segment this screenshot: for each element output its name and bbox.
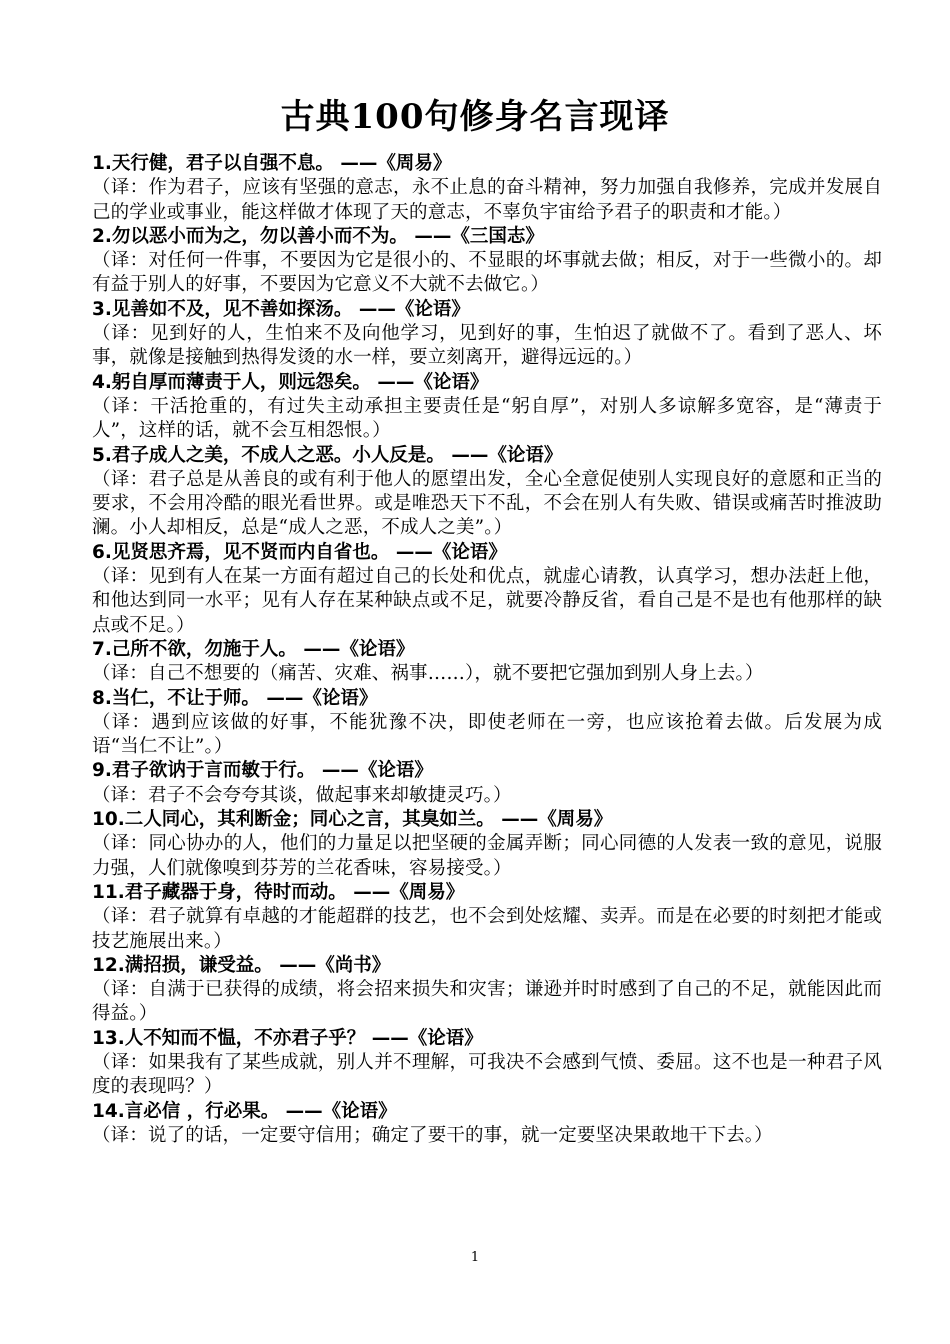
- entry: [92, 687, 882, 760]
- entry-translation: （译：干活抢重的，有过失主动承担主要责任是“躬自厚”，对别人多谅解多宽容，是“薄责于人”，这样的话，就不会互相怨恨。）: [92, 395, 882, 442]
- entry-translation: （译：见到有人在某一方面有超过自己的长处和优点，就虚心请教，认真学习，想办法赶上他，和他达到同一水平；见有人存在某种缺点或不足，就要冷静反省，看自己是不是也有他那样的缺点或不足。）: [92, 566, 882, 636]
- entry: [92, 444, 882, 541]
- entry: [92, 1100, 882, 1149]
- entry-translation: （译：对任何一件事，不要因为它是很小的、不显眼的坏事就去做；相反，对于一些微小的。却有益于别人的好事，不要因为它意义不大就不去做它。）: [92, 250, 882, 296]
- entry-quote: 7.己所不欲，勿施于人。 ——《论语》: [92, 638, 415, 660]
- entries-list: [92, 152, 882, 1148]
- entry-quote: 5.君子成人之美，不成人之恶。小人反是。 ——《论语》: [92, 444, 563, 466]
- entry: [92, 298, 882, 371]
- entry-quote: 12.满招损，谦受益。 ——《尚书》: [92, 954, 391, 976]
- entry-quote: 11.君子藏器于身，待时而动。 ——《周易》: [92, 881, 465, 903]
- entry-translation: （译：见到好的人，生怕来不及向他学习，见到好的事，生怕迟了就做不了。看到了恶人、坏事，就像是接触到热得发烫的水一样，要立刻离开，避得远远的。）: [92, 323, 882, 369]
- entry: [92, 1027, 882, 1100]
- page-title: 古典100句修身名言现译: [280, 97, 670, 137]
- entry-translation: （译：自己不想要的（痛苦、灾难、祸事……），就不要把它强加到别人身上去。）: [92, 663, 764, 685]
- entry: [92, 954, 882, 1027]
- page-number: 1: [470, 1250, 480, 1265]
- entry: [92, 541, 882, 638]
- entry-translation: （译：自满于已获得的成绩，将会招来损失和灾害；谦逊并时时感到了自己的不足，就能因此而得益。）: [92, 979, 882, 1025]
- entry-quote: 13.人不知而不愠，不亦君子乎？ ——《论语》: [92, 1027, 483, 1049]
- entry: [92, 225, 882, 298]
- entry-translation: （译：作为君子，应该有坚强的意志，永不止息的奋斗精神，努力加强自我修养，完成并发展自己的学业或事业，能这样做才体现了天的意志，不辜负宇宙给予君子的职责和才能。）: [92, 177, 882, 223]
- entry-quote: 3.见善如不及，见不善如探汤。 ——《论语》: [92, 298, 470, 320]
- entry-translation: （译：君子总是从善良的或有利于他人的愿望出发，全心全意促使别人实现良好的意愿和正当的要求，不会用冷酷的眼光看世界。或是唯恐天下不乱，不会在别人有失败、错误或痛苦时推波助澜。小人却相反，总是“成人之恶，不成人之美”。）: [92, 468, 882, 539]
- entry-quote: 9.君子欲讷于言而敏于行。 ——《论语》: [92, 760, 433, 782]
- entry-quote: 14.言必信 ，行必果。 ——《论语》: [92, 1100, 397, 1122]
- entry-quote: 8.当仁，不让于师。 ——《论语》: [92, 687, 378, 709]
- entry: [92, 638, 882, 687]
- entry-translation: （译：说了的话，一定要守信用；确定了要干的事，就一定要坚决果敢地干下去。）: [92, 1124, 773, 1146]
- entry-translation: （译：君子不会夸夸其谈，做起事来却敏捷灵巧。）: [92, 784, 512, 806]
- entry-translation: （译：遇到应该做的好事，不能犹豫不决，即使老师在一旁，也应该抢着去做。后发展为成语“当仁不让”。）: [92, 711, 882, 758]
- entry-translation: （译：同心协办的人，他们的力量足以把坚硬的金属弄断；同心同德的人发表一致的意见，说服力强，人们就像嗅到芬芳的兰花香味，容易接受。）: [92, 833, 882, 879]
- entry: [92, 759, 882, 808]
- entry-translation: （译：君子就算有卓越的才能超群的技艺，也不会到处炫耀、卖弄。而是在必要的时刻把才能或技艺施展出来。）: [92, 906, 882, 952]
- entry-translation: （译：如果我有了某些成就，别人并不理解，可我决不会感到气愤、委屈。这不也是一种君子风度的表现吗？）: [92, 1051, 882, 1098]
- entry-quote: 2.勿以恶小而为之，勿以善小而不为。 ——《三国志》: [92, 225, 544, 247]
- entry: [92, 371, 882, 444]
- entry-quote: 6.见贤思齐焉，见不贤而内自省也。 ——《论语》: [92, 541, 507, 563]
- entry-quote: 1.天行健，君子以自强不息。 ——《周易》: [92, 153, 452, 174]
- entry-quote: 4.躬自厚而薄责于人，则远怨矣。 ——《论语》: [92, 371, 489, 393]
- entry: [92, 152, 882, 225]
- entry: [92, 808, 882, 881]
- entry: [92, 881, 882, 954]
- entry-quote: 10.二人同心，其利断金；同心之言，其臭如兰。 ——《周易》: [92, 809, 613, 831]
